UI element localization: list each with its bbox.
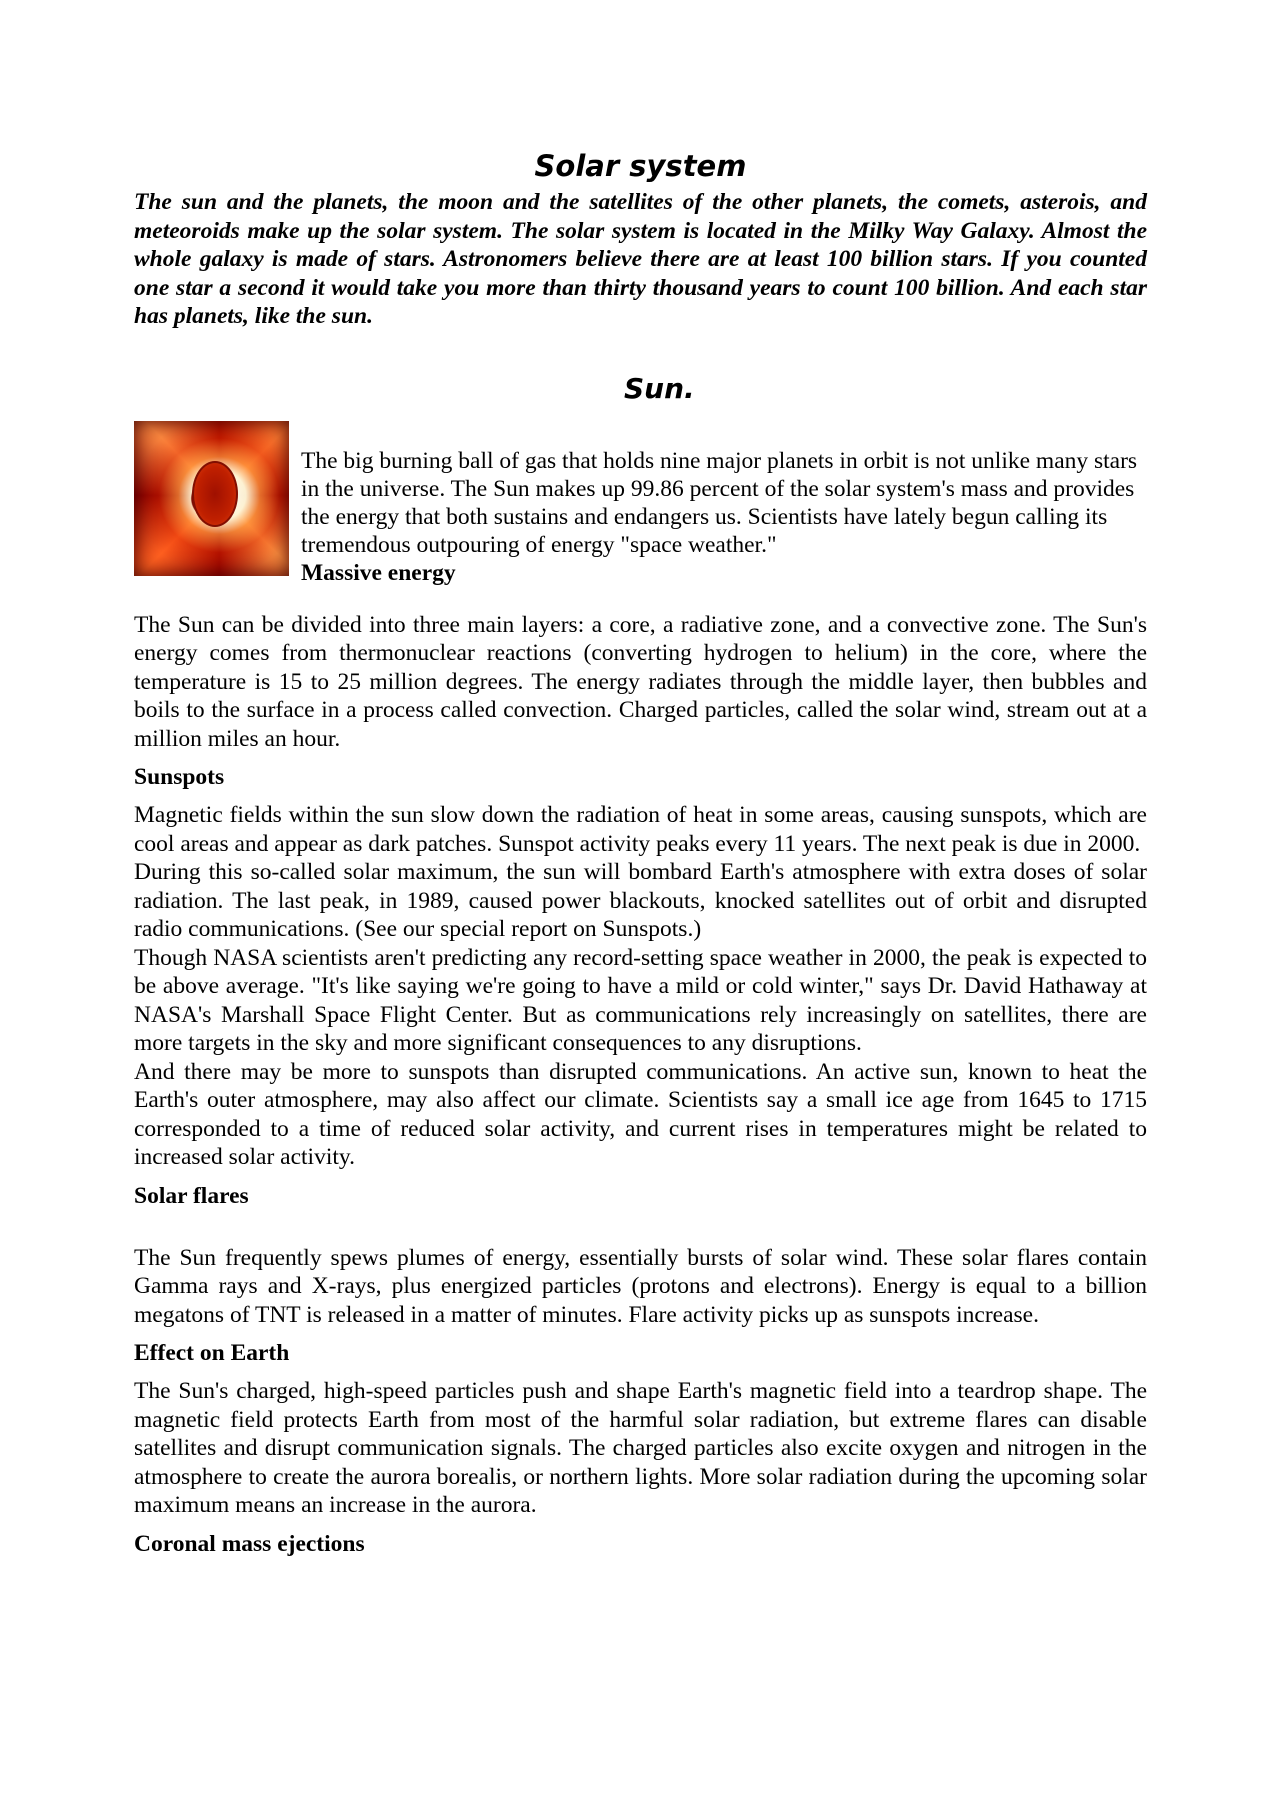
- sun-heading: Sun.: [624, 371, 695, 405]
- sun-image: [134, 421, 289, 576]
- solar-flares-heading: Solar flares: [134, 1182, 249, 1209]
- sunspots-paragraph-4: And there may be more to sunspots than disrupted communications. An active sun, known to heat the Earth's outer atmosphere, may also affect our climate. Scientists say a small ice age from 1645 to 1715 corresponded to a time of reduced solar activity, and current rises in temperatures might be related to increased solar activity.: [134, 1058, 1147, 1170]
- effect-on-earth-heading: Effect on Earth: [134, 1340, 290, 1366]
- coronal-mass-ejections-heading: Coronal mass ejections: [134, 1530, 365, 1557]
- solar-flares-text: The Sun frequently spews plumes of energy, essentially bursts of solar wind. These solar flares contain Gamma rays and X-rays, plus energized particles (protons and electrons). Energy is equal to a billion megatons of TNT is released in a matter of minutes. Flare activity picks up as sunspots increase.: [134, 1244, 1147, 1328]
- effect-on-earth-text: The Sun's charged, high-speed particles push and shape Earth's magnetic field into a teardrop shape. The magnetic field protects Earth from most of the harmful solar radiation, but extreme flares can disable satellites and disrupt communication signals. The charged particles also excite oxygen and nitrogen in the atmosphere to create the aurora borealis, or northern lights. More solar radiation during the upcoming solar maximum means an increase in the aurora.: [134, 1378, 1147, 1518]
- massive-energy-heading: Massive energy: [301, 559, 456, 586]
- sunspots-paragraph-3: Though NASA scientists aren't predicting any record-setting space weather in 2000, the peak is expected to be above average. "It's like saying we're going to have a mild or cold winter," says Dr. David Hathaway at NASA's Marshall Space Flight Center. But as communications rely increasingly on satellites, there are more targets in the sky and more significant consequences to any disruptions.: [134, 944, 1147, 1056]
- sun-section: [134, 421, 1147, 601]
- page-title: Solar system: [534, 149, 747, 183]
- sunspots-paragraph-1: Magnetic fields within the sun slow down the radiation of heat in some areas, causing sunspots, which are cool areas and appear as dark patches. Sunspot activity peaks every 11 years. The next peak is due in 2000.: [134, 802, 1147, 857]
- sun-intro-text: The big burning ball of gas that holds nine major planets in orbit is not unlike many stars in the universe. The Sun makes up 99.86 percent of the solar system's mass and provides the energy that both sustains and endangers us. Scientists have lately begun calling its tremendous outpouring of energy "space weather.": [301, 447, 1138, 558]
- massive-energy-text: The Sun can be divided into three main layers: a core, a radiative zone, and a convective zone. The Sun's energy comes from thermonuclear reactions (converting hydrogen to helium) in the core, where the temperature is 15 to 25 million degrees. The energy radiates through the middle layer, then bubbles and boils to the surface in a process called convection. Charged particles, called the solar wind, stream out at a million miles an hour.: [134, 611, 1147, 752]
- intro-paragraph: The sun and the planets, the moon and the satellites of the other planets, the comets, asterois, and meteoroids make up the solar system. The solar system is located in the Milky Way Galaxy. Almost the whole galaxy is made of stars. Astronomers believe there are at least 100 billion stars. If you counted one star a second it would take you more than thirty thousand years to count 100 billion. And each star has planets, like the sun.: [134, 189, 1147, 329]
- document-page: [134, 148, 1147, 1558]
- sunspots-heading: Sunspots: [134, 764, 225, 790]
- sunspots-paragraph-2: During this so-called solar maximum, the sun will bombard Earth's atmosphere with extra doses of solar radiation. The last peak, in 1989, caused power blackouts, knocked satellites out of orbit and disrupted radio communications. (See our special report on Sunspots.): [134, 859, 1147, 942]
- sun-intro-block: [301, 421, 1147, 587]
